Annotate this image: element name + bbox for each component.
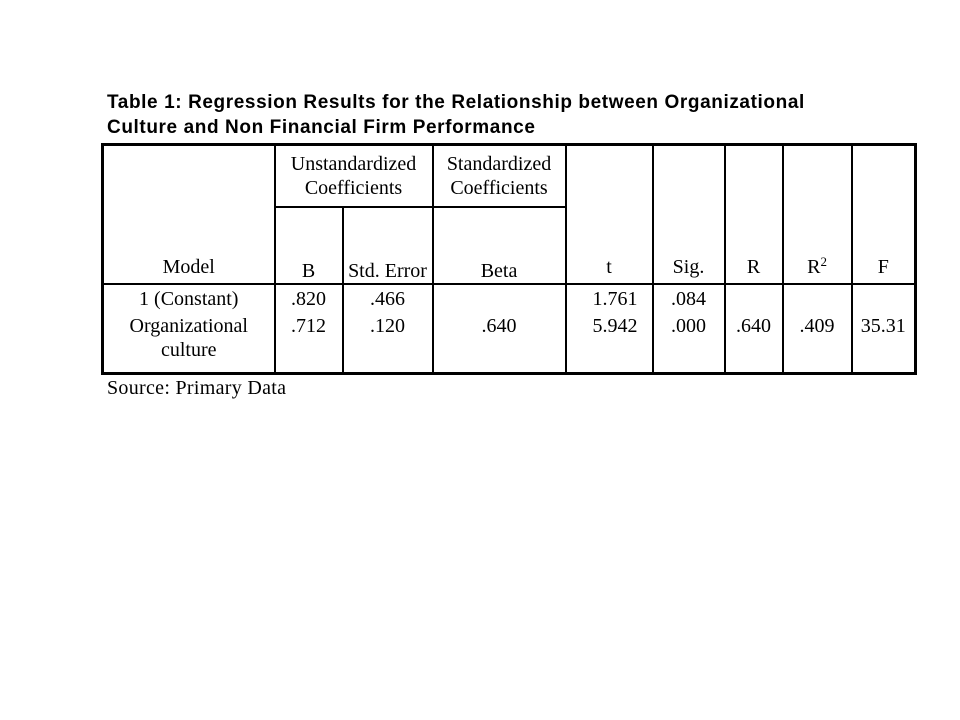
cell-model: 1 (Constant) <box>103 284 275 314</box>
header-unstandardized-coefficients: Unstandardized Coefficients <box>275 145 433 208</box>
table-title-line-1: Table 1: Regression Results for the Relationship between Organizational <box>107 92 805 113</box>
cell-beta: .640 <box>433 314 566 374</box>
header-r: R <box>725 145 783 284</box>
cell-r: .640 <box>725 314 783 374</box>
cell-std-error: .466 <box>343 284 433 314</box>
cell-sig: .000 <box>653 314 725 374</box>
cell-std-error: .120 <box>343 314 433 374</box>
header-standardized-coefficients: Standardized Coefficients <box>433 145 566 208</box>
header-sig: Sig. <box>653 145 725 284</box>
header-beta: Beta <box>433 207 566 284</box>
table-title-line-2: Culture and Non Financial Firm Performance <box>107 117 536 138</box>
cell-r-squared: .409 <box>783 314 852 374</box>
cell-sig: .084 <box>653 284 725 314</box>
header-r-squared-base: R <box>807 255 821 278</box>
cell-r <box>725 284 783 314</box>
table-row <box>103 284 916 314</box>
cell-b: .712 <box>275 314 343 374</box>
regression-table <box>101 143 917 375</box>
cell-b: .820 <box>275 284 343 314</box>
header-r-squared <box>783 145 852 284</box>
cell-t: 1.761 <box>566 284 653 314</box>
header-r-squared-exponent: 2 <box>820 253 827 269</box>
header-t: t <box>566 145 653 284</box>
header-f: F <box>852 145 916 284</box>
header-b: B <box>275 207 343 284</box>
cell-model: Organizational culture <box>103 314 275 374</box>
cell-f: 35.31 <box>852 314 916 374</box>
table-title <box>107 90 907 140</box>
cell-r-squared <box>783 284 852 314</box>
header-std-error: Std. Error <box>343 207 433 284</box>
cell-t: 5.942 <box>566 314 653 374</box>
cell-beta <box>433 284 566 314</box>
cell-f <box>852 284 916 314</box>
header-model: Model <box>103 145 275 284</box>
source-note: Source: Primary Data <box>107 377 287 399</box>
table-row <box>103 314 916 374</box>
header-row-groups <box>103 145 916 208</box>
